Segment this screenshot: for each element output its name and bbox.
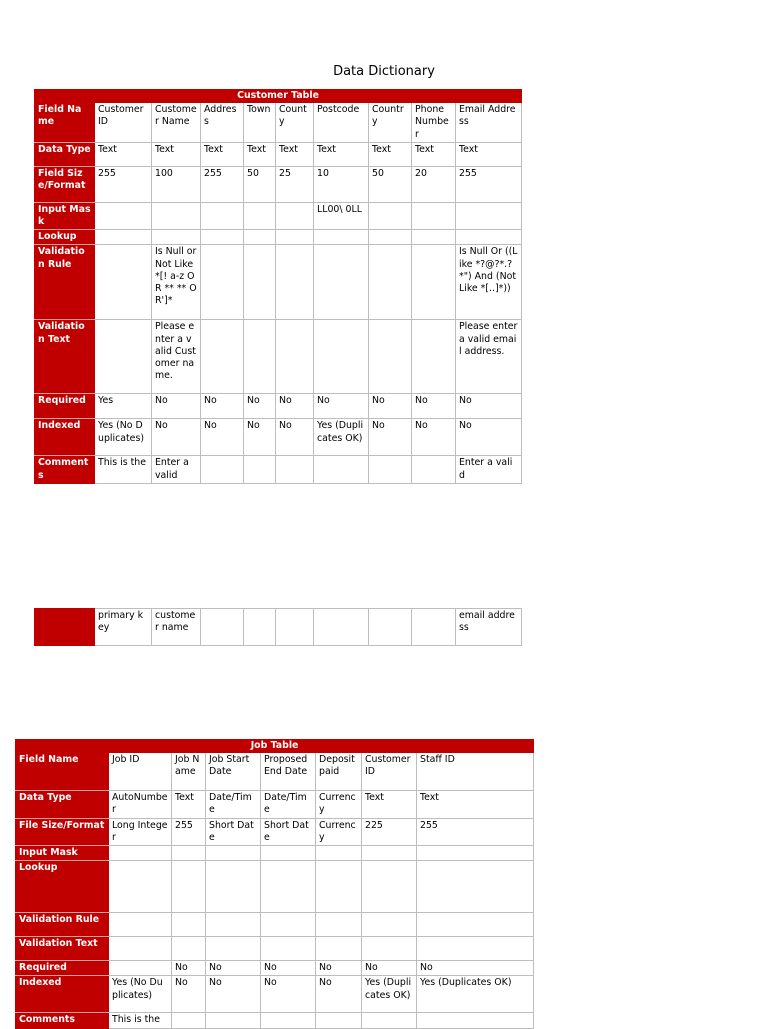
table-cell — [201, 320, 244, 394]
table-cell — [362, 937, 417, 961]
job-table — [15, 739, 534, 1029]
table-cell — [201, 230, 244, 245]
table-cell — [362, 861, 417, 913]
table-cell — [369, 320, 412, 394]
table-cell: Text — [456, 142, 522, 166]
table-cell: Text — [362, 791, 417, 818]
table-cell: Is Null or Not Like *[! a-z OR ** ** OR']* — [152, 245, 201, 320]
table-cell — [276, 609, 314, 646]
table-cell: 100 — [152, 166, 201, 202]
table-cell — [314, 609, 369, 646]
row-label: Validation Rule — [16, 913, 109, 937]
table-cell — [417, 913, 534, 937]
table-cell: Please enter a valid email address. — [456, 320, 522, 394]
table-row — [35, 142, 522, 166]
table-cell — [201, 245, 244, 320]
table-cell — [276, 456, 314, 483]
table-cell — [95, 320, 152, 394]
table-cell: Customer ID — [95, 103, 152, 143]
table-cell: No — [412, 419, 456, 456]
table-cell: No — [261, 961, 316, 976]
table-cell — [369, 456, 412, 483]
table-cell: Enter a valid — [152, 456, 201, 483]
table-cell: County — [276, 103, 314, 143]
table-row — [16, 861, 534, 913]
table-cell: Job Name — [172, 753, 206, 791]
table-cell: No — [152, 394, 201, 419]
page-title-text: Data Dictionary — [333, 64, 435, 79]
table-row — [16, 791, 534, 818]
table-row — [35, 320, 522, 394]
table-cell — [109, 846, 172, 861]
table-cell — [201, 202, 244, 229]
row-label: Field Name — [35, 103, 95, 143]
table-cell — [261, 861, 316, 913]
customer-table — [34, 89, 522, 484]
table-cell — [109, 861, 172, 913]
table-cell — [109, 961, 172, 976]
row-label: Lookup — [16, 861, 109, 913]
table-cell — [417, 846, 534, 861]
table-cell — [316, 913, 362, 937]
table-cell: This is the — [95, 456, 152, 483]
table-cell — [172, 861, 206, 913]
row-label: Data Type — [16, 791, 109, 818]
table-cell: No — [172, 976, 206, 1013]
table-cell — [362, 913, 417, 937]
table-cell — [362, 846, 417, 861]
table-cell: No — [276, 419, 314, 456]
table-row — [16, 913, 534, 937]
table-cell — [316, 861, 362, 913]
row-label: Field Size/Format — [35, 166, 95, 202]
table-cell: LL00\ 0LL — [314, 202, 369, 229]
row-label: Input Mask — [16, 846, 109, 861]
job-table-heading: Job Table — [16, 740, 534, 753]
table-cell: AutoNumber — [109, 791, 172, 818]
table-cell — [172, 1013, 206, 1028]
table-cell — [316, 937, 362, 961]
table-cell — [276, 320, 314, 394]
table-cell: Please enter a valid Customer name. — [152, 320, 201, 394]
table-row — [16, 961, 534, 976]
table-cell — [456, 230, 522, 245]
table-cell: Deposit paid — [316, 753, 362, 791]
row-label: Comments — [16, 1013, 109, 1028]
table-row — [35, 202, 522, 229]
table-cell — [276, 230, 314, 245]
table-cell — [109, 937, 172, 961]
table-cell — [261, 846, 316, 861]
table-cell: No — [316, 976, 362, 1013]
table-cell — [412, 230, 456, 245]
table-cell — [152, 230, 201, 245]
table-cell: Short Date — [261, 818, 316, 845]
table-cell — [201, 456, 244, 483]
table-cell: Yes — [95, 394, 152, 419]
table-cell — [244, 609, 276, 646]
table-cell: 10 — [314, 166, 369, 202]
table-cell: No — [152, 419, 201, 456]
table-cell — [261, 937, 316, 961]
table-cell: Email Address — [456, 103, 522, 143]
row-label: Required — [16, 961, 109, 976]
table-cell: 255 — [201, 166, 244, 202]
table-cell — [244, 320, 276, 394]
table-cell — [152, 202, 201, 229]
table-cell — [206, 861, 261, 913]
table-cell: 255 — [95, 166, 152, 202]
table-cell: No — [206, 976, 261, 1013]
table-row — [35, 166, 522, 202]
table-cell — [261, 913, 316, 937]
table-cell: 225 — [362, 818, 417, 845]
table-cell — [206, 1013, 261, 1028]
table-row — [35, 609, 522, 646]
table-cell — [417, 861, 534, 913]
table-cell: Customer Name — [152, 103, 201, 143]
customer-table-heading: Customer Table — [35, 90, 522, 103]
table-cell: Address — [201, 103, 244, 143]
table-cell: No — [362, 961, 417, 976]
table-cell — [314, 230, 369, 245]
table-cell — [314, 245, 369, 320]
table-cell — [244, 230, 276, 245]
table-cell: 255 — [172, 818, 206, 845]
table-cell — [206, 937, 261, 961]
table-cell — [109, 913, 172, 937]
row-label: Field Name — [16, 753, 109, 791]
table-cell: customer name — [152, 609, 201, 646]
table-cell: Text — [201, 142, 244, 166]
table-cell — [412, 456, 456, 483]
table-cell: Proposed End Date — [261, 753, 316, 791]
table-cell: Date/Time — [261, 791, 316, 818]
table-cell: 50 — [369, 166, 412, 202]
table-cell: Long Integer — [109, 818, 172, 845]
table-cell: Currency — [316, 818, 362, 845]
table-cell: No — [369, 394, 412, 419]
table-cell: No — [261, 976, 316, 1013]
table-cell: Staff ID — [417, 753, 534, 791]
table-cell: No — [456, 394, 522, 419]
table-cell: 255 — [417, 818, 534, 845]
table-cell: Text — [152, 142, 201, 166]
row-label: Validation Text — [35, 320, 95, 394]
table-cell — [412, 320, 456, 394]
table-cell: Yes (No Duplicates) — [95, 419, 152, 456]
table-cell: email address — [456, 609, 522, 646]
table-cell: Text — [417, 791, 534, 818]
table-cell: Job ID — [109, 753, 172, 791]
table-cell: Text — [244, 142, 276, 166]
table-cell: Short Date — [206, 818, 261, 845]
table-cell: No — [201, 394, 244, 419]
table-cell: No — [456, 419, 522, 456]
table-cell: Country — [369, 103, 412, 143]
table-cell: 255 — [456, 166, 522, 202]
row-label: Validation Rule — [35, 245, 95, 320]
table-cell — [261, 1013, 316, 1028]
job-table-body — [16, 753, 534, 1028]
table-row — [35, 394, 522, 419]
table-cell — [417, 937, 534, 961]
table-cell — [244, 456, 276, 483]
table-cell: Postcode — [314, 103, 369, 143]
table-cell: No — [314, 394, 369, 419]
table-row — [35, 103, 522, 143]
table-cell: No — [244, 394, 276, 419]
row-label: Validation Text — [16, 937, 109, 961]
table-cell — [369, 202, 412, 229]
table-cell: This is the — [109, 1013, 172, 1028]
table-cell — [456, 202, 522, 229]
table-cell: Text — [276, 142, 314, 166]
table-cell — [314, 320, 369, 394]
row-label: Data Type — [35, 142, 95, 166]
table-cell: Enter a valid — [456, 456, 522, 483]
row-label: Indexed — [16, 976, 109, 1013]
table-cell: 20 — [412, 166, 456, 202]
table-cell — [412, 609, 456, 646]
table-row — [16, 937, 534, 961]
table-cell: 25 — [276, 166, 314, 202]
table-cell: Is Null Or ((Like *?@?*.?*") And (Not Like *[..]*)) — [456, 245, 522, 320]
table-cell — [276, 245, 314, 320]
table-row — [16, 753, 534, 791]
table-cell — [244, 202, 276, 229]
table-cell: Text — [369, 142, 412, 166]
row-label: Required — [35, 394, 95, 419]
table-row — [16, 1013, 534, 1028]
table-cell — [276, 202, 314, 229]
table-cell: No — [369, 419, 412, 456]
customer-table-body — [35, 103, 522, 484]
table-cell — [206, 913, 261, 937]
table-cell — [201, 609, 244, 646]
table-cell: primary key — [95, 609, 152, 646]
table-row — [16, 818, 534, 845]
table-cell: Yes (Duplicates OK) — [362, 976, 417, 1013]
table-cell: No — [206, 961, 261, 976]
table-cell — [316, 1013, 362, 1028]
table-row — [16, 976, 534, 1013]
table-cell: Currency — [316, 791, 362, 818]
table-cell: Yes (Duplicates OK) — [314, 419, 369, 456]
table-cell: Text — [412, 142, 456, 166]
table-cell: Text — [172, 791, 206, 818]
table-cell: Yes (Duplicates OK) — [417, 976, 534, 1013]
table-cell — [95, 230, 152, 245]
row-label: File Size/Format — [16, 818, 109, 845]
table-row — [16, 846, 534, 861]
table-cell: No — [412, 394, 456, 419]
table-cell: Text — [314, 142, 369, 166]
table-cell — [172, 846, 206, 861]
table-cell — [172, 937, 206, 961]
table-cell — [95, 245, 152, 320]
table-cell — [362, 1013, 417, 1028]
table-cell — [206, 846, 261, 861]
table-cell — [314, 456, 369, 483]
table-cell: No — [316, 961, 362, 976]
table-cell: Town — [244, 103, 276, 143]
table-cell — [316, 846, 362, 861]
table-cell — [172, 913, 206, 937]
table-cell: Yes (No Duplicates) — [109, 976, 172, 1013]
table-cell: Date/Time — [206, 791, 261, 818]
table-cell: No — [244, 419, 276, 456]
table-cell: No — [201, 419, 244, 456]
row-label: Lookup — [35, 230, 95, 245]
row-label: Indexed — [35, 419, 95, 456]
table-cell: No — [172, 961, 206, 976]
table-cell — [95, 202, 152, 229]
table-row — [35, 456, 522, 483]
table-cell: Phone Number — [412, 103, 456, 143]
row-label — [35, 609, 95, 646]
table-cell: Customer ID — [362, 753, 417, 791]
customer-table-continued — [34, 608, 522, 646]
table-cell — [417, 1013, 534, 1028]
table-cell — [412, 245, 456, 320]
table-row — [35, 245, 522, 320]
table-cell: Job Start Date — [206, 753, 261, 791]
page-title — [0, 64, 768, 79]
customer-table-continued-body — [35, 609, 522, 646]
table-cell: No — [276, 394, 314, 419]
table-cell — [369, 230, 412, 245]
table-cell — [412, 202, 456, 229]
table-cell: No — [417, 961, 534, 976]
table-row — [35, 419, 522, 456]
table-cell — [369, 609, 412, 646]
row-label: Input Mask — [35, 202, 95, 229]
table-cell: 50 — [244, 166, 276, 202]
table-cell: Text — [95, 142, 152, 166]
row-label: Comments — [35, 456, 95, 483]
table-cell — [369, 245, 412, 320]
table-row — [35, 230, 522, 245]
table-cell — [244, 245, 276, 320]
